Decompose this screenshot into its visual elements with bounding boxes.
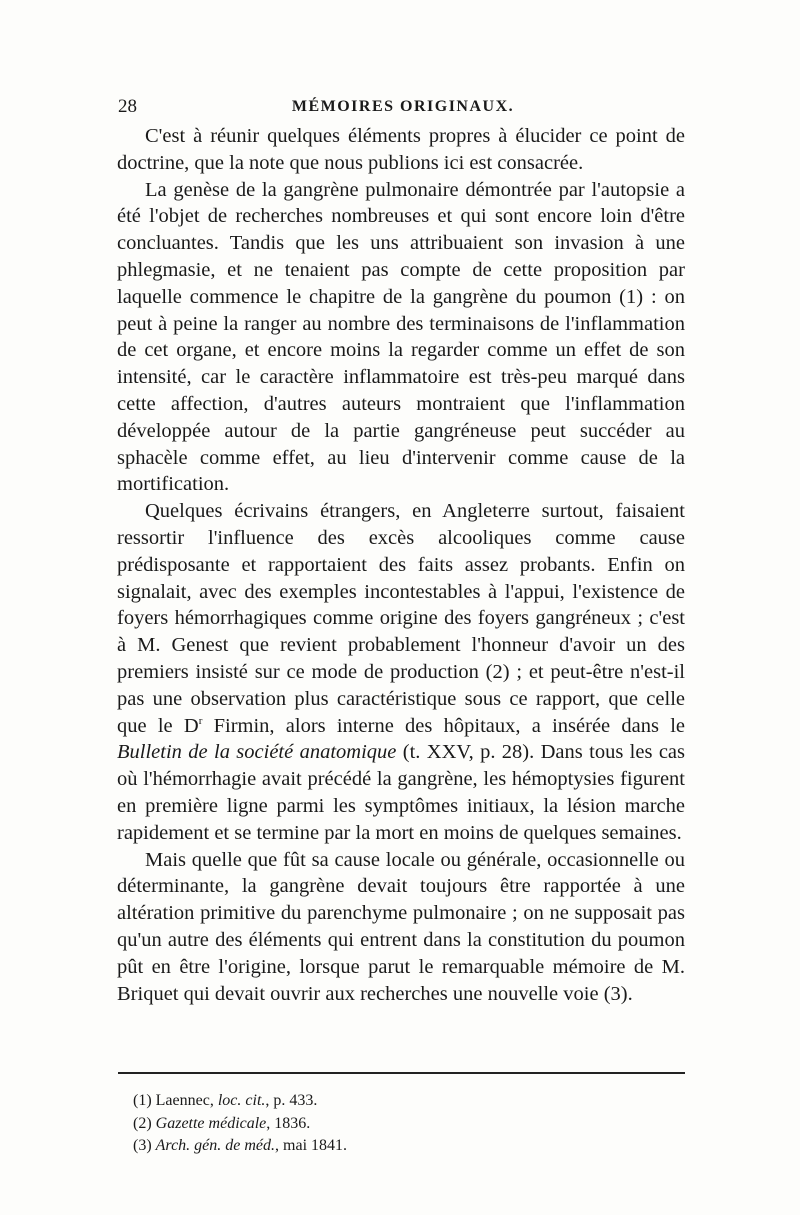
superscript: r [198,714,203,727]
footnote-3: (3) Arch. gén. de méd., mai 1841. [133,1137,348,1154]
footnote-2: (2) Gazette médicale, 1836. [133,1114,311,1132]
footnotes [133,1090,653,1158]
footnote-1: (1) Laennec, loc. cit., p. 433. [133,1092,318,1109]
paragraph-1: C'est à réunir quelques éléments propres à élucider ce point de doctrine, que la note que nous publions ici est consacrée. [117,125,685,174]
page-number: 28 [118,96,137,117]
running-title: MÉMOIRES ORIGINAUX. [291,98,515,115]
paragraph-4: Mais quelle que fût sa cause locale ou générale, occasionnelle ou déterminante, la gangrène devait toujours être rapportée à une altération primitive du parenchyme pulmonaire ; on ne supposait pas qu'un autre des éléments qui entrent dans la constitution du poumon pût en être l'origine, lorsque parut le remarquable mémoire de M. Briquet qui devait ouvrir aux recherches une nouvelle voie (3). [117,848,685,1005]
journal-title: Bulletin de la société anatomique [117,741,397,764]
paragraph-2: La genèse de la gangrène pulmonaire démontrée par l'autopsie a été l'objet de recherches nombreuses et qui sont encore loin d'être concluantes. Tandis que les uns attribuaient son invasion à une phlegmasie, et ne tenaient pas compte de cette proposition par laquelle commence le chapitre de la gangrène du poumon (1) : on peut à peine la ranger au nombre des terminaisons de l'inflammation de cet organe, et encore moins la regarder comme un effet de son intensité, car le caractère inflammatoire est très-peu marqué dans cette affection, d'autres auteurs montraient que l'inflammation développée autour de la partie gangréneuse peut succéder au sphacèle comme effet, au lieu d'intervenir comme cause de la mortification. [117,178,685,496]
body-text [117,123,685,1007]
paragraph-3: Quelques écrivains étrangers, en Angleterre surtout, faisaient ressortir l'influence des excès alcooliques comme cause prédisposante et rapportaient des faits assez probants. Enfin on signalait, avec des exemples incontestables à l'appui, l'existence de foyers hémorrhagiques comme origine des foyers gangréneux ; c'est à M. Genest que revient probablement l'honneur d'avoir un des premiers insisté sur ce mode de production (2) ; et peut-être n'est-il pas une observation plus caractéristique sous ce rapport, que celle que le $D^r$ Firmin, alors interne des hôpitaux, a insérée dans le Bulletin de la société anatomique (t. XXV, p. 28). Dans tous les cas où l'hémorrhagie avait précédé la gangrène, les hémoptysies figurent en première ligne parmi les symptômes initiaux, la lésion marche rapidement et se termine par la mort en moins de quelques semaines. [117,500,685,844]
page-header [118,96,688,120]
footnote-rule [118,1072,685,1074]
